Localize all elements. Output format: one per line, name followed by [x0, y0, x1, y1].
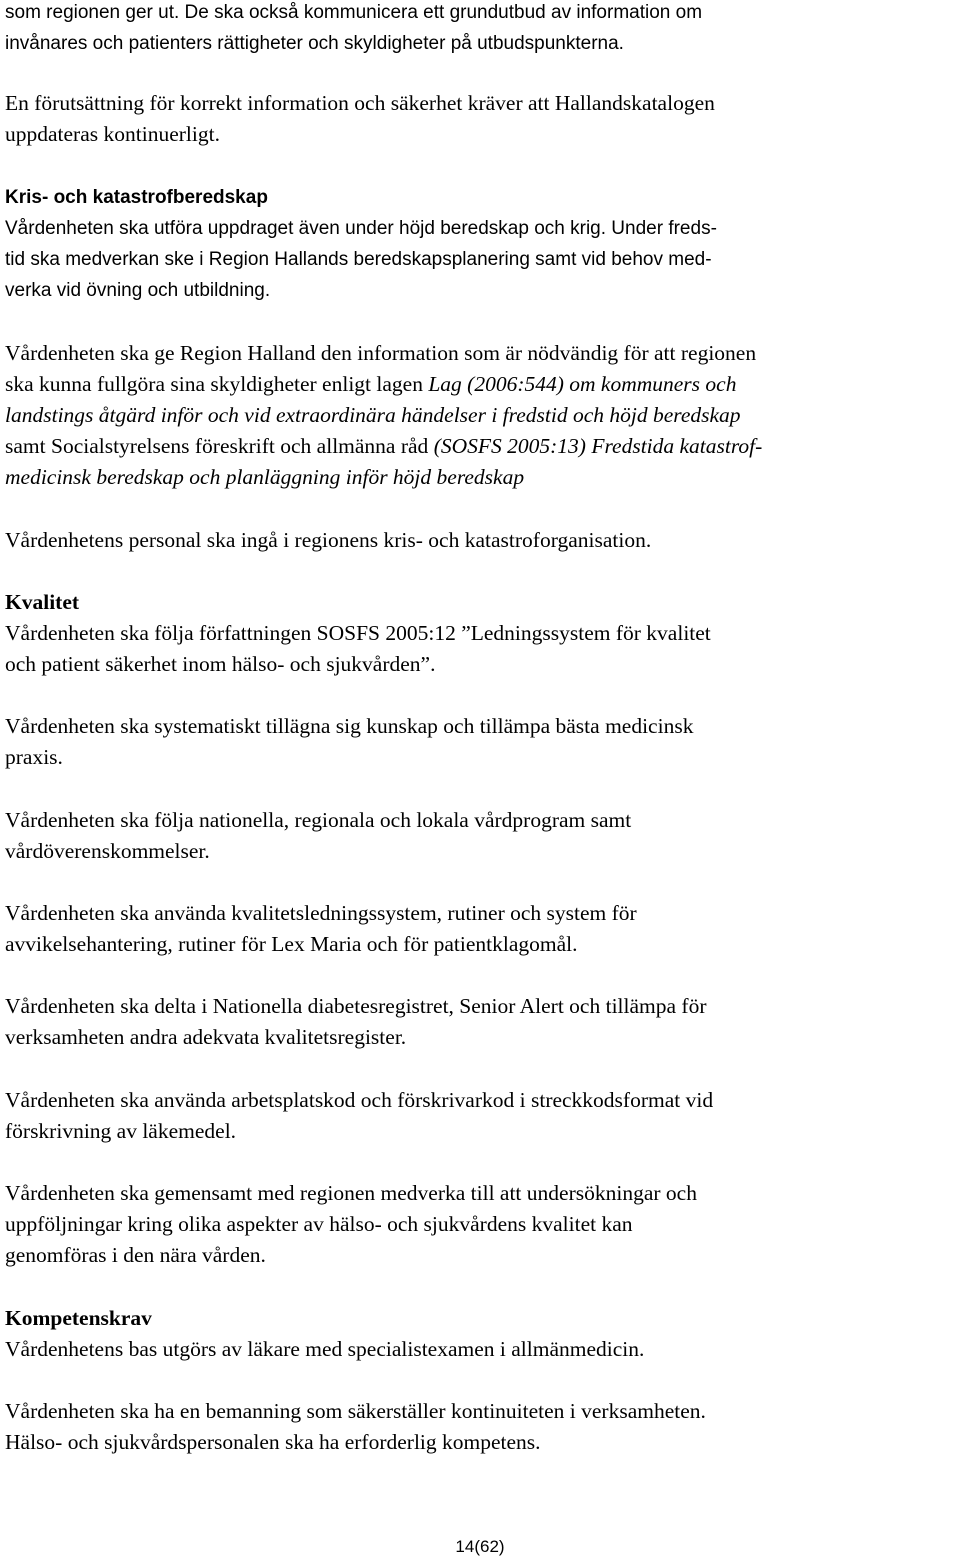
- text-line: tid ska medverkan ske i Region Hallands beredskapsplanering samt vid behov med-: [5, 249, 712, 270]
- text-line: uppdateras kontinuerligt.: [5, 122, 220, 146]
- text-segment: samt Socialstyrelsens föreskrift och allmänna råd: [5, 434, 434, 458]
- text-line: verksamheten andra adekvata kvalitetsregister.: [5, 1025, 407, 1049]
- text-line: och patient säkerhet inom hälso- och sjukvården”.: [5, 652, 436, 676]
- section-heading-kris: Kris- och katastrofberedskap: [5, 187, 268, 208]
- text-line: Vårdenhetens bas utgörs av läkare med specialistexamen i allmänmedicin.: [5, 1337, 645, 1361]
- text-line: [5, 369, 736, 400]
- text-line: Vårdenheten ska följa författningen SOSFS 2005:12 ”Ledningssystem för kvalitet: [5, 621, 711, 645]
- text-line: praxis.: [5, 745, 63, 769]
- text-line: genomföras i den nära vården.: [5, 1243, 266, 1267]
- text-line: förskrivning av läkemedel.: [5, 1119, 237, 1143]
- text-line: uppföljningar kring olika aspekter av hälso- och sjukvårdens kvalitet kan: [5, 1212, 633, 1236]
- text-line: Vårdenheten ska systematiskt tillägna sig kunskap och tillämpa bästa medicinsk: [5, 714, 694, 738]
- text-line: Vårdenheten ska ha en bemanning som säkerställer kontinuiteten i verksamheten.: [5, 1399, 706, 1423]
- text-line: verka vid övning och utbildning.: [5, 280, 271, 301]
- text-line: Vårdenheten ska gemensamt med regionen medverka till att undersökningar och: [5, 1181, 697, 1205]
- text-line: Hälso- och sjukvårdspersonalen ska ha erforderlig kompetens.: [5, 1430, 541, 1454]
- text-line: Vårdenheten ska använda kvalitetsledningssystem, rutiner och system för: [5, 901, 637, 925]
- text-line: Vårdenheten ska utföra uppdraget även under höjd beredskap och krig. Under freds-: [5, 218, 717, 239]
- text-segment: ska kunna fullgöra sina skyldigheter enligt lagen: [5, 372, 429, 396]
- text-line: landstings åtgärd inför och vid extraordinära händelser i fredstid och höjd beredskap: [5, 403, 741, 427]
- page-number: 14(62): [455, 1537, 505, 1556]
- text-line: Vårdenheten ska ge Region Halland den information som är nödvändig för att regionen: [5, 341, 757, 365]
- text-line: Vårdenhetens personal ska ingå i regionens kris- och katastroforganisation.: [5, 528, 652, 552]
- law-title: Lag (2006:544) om kommuners och: [428, 372, 737, 396]
- text-line: invånares och patienters rättigheter och skyldigheter på utbudspunkterna.: [5, 33, 624, 54]
- text-line: Vårdenheten ska delta i Nationella diabetesregistret, Senior Alert och tillämpa för: [5, 994, 707, 1018]
- text-line: avvikelsehantering, rutiner för Lex Maria och för patientklagomål.: [5, 932, 578, 956]
- text-line: medicinsk beredskap och planläggning inför höjd beredskap: [5, 465, 525, 489]
- text-line: vårdöverenskommelser.: [5, 839, 210, 863]
- text-line: Vårdenheten ska följa nationella, regionala och lokala vårdprogram samt: [5, 808, 632, 832]
- text-line: som regionen ger ut. De ska också kommunicera ett grundutbud av information om: [5, 2, 703, 23]
- text-line: [5, 431, 762, 462]
- section-heading-kvalitet: Kvalitet: [5, 590, 80, 614]
- text-line: En förutsättning för korrekt information och säkerhet kräver att Hallandskatalogen: [5, 91, 715, 115]
- regulation-title: (SOSFS 2005:13) Fredstida katastrof-: [433, 434, 763, 458]
- text-line: Vårdenheten ska använda arbetsplatskod och förskrivarkod i streckkodsformat vid: [5, 1088, 714, 1112]
- section-heading-kompetens: Kompetenskrav: [5, 1306, 152, 1330]
